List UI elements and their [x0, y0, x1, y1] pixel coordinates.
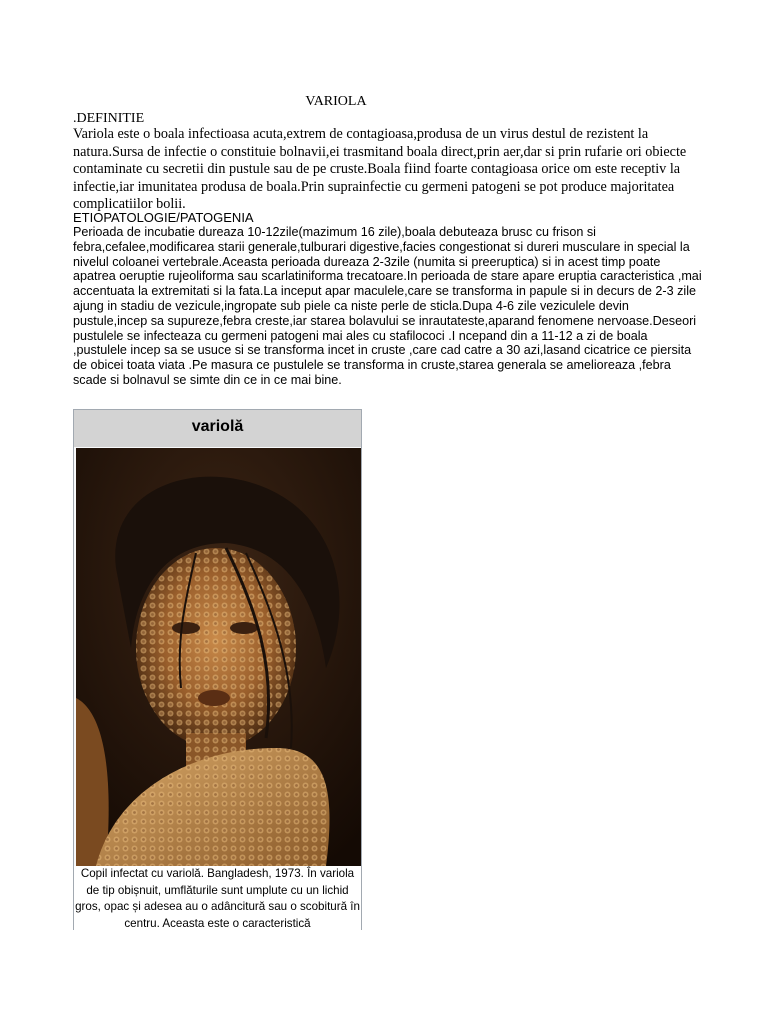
infobox-caption: Copil infectat cu variolă. Bangladesh, 1973. În variola de tip obișnuit, umflăturile sunt umplute cu un lichid gros, opac și adesea au o adâncitură sau o scobitură în centru. Aceasta este o caracteristică — [74, 866, 361, 930]
definitie-heading: .DEFINITIE — [73, 111, 145, 126]
infobox-title: variolă — [74, 410, 361, 447]
infobox — [73, 409, 362, 930]
infobox-photo — [76, 448, 362, 866]
etiopatologie-paragraph: Perioada de incubatie dureaza 10-12zile(mazimum 16 zile),boala debuteaza brusc cu frison si febra,cefalee,modificarea starii generale,tulburari digestive,facies congestionat si dureri musculare in special la nivelul coloanei vertebrale.Aceasta perioada dureaza 2-3zile (numita si preeruptica) si in acest timp poate apatrea oeruptie rujeoliforma sau scarlatiniforma trecatoare.In perioada de stare apare eruptia caracteristica ,mai accentuata la extremitati si la fata.La inceput apar maculele,care se transforma in papule si in decurs de 2-3 zile ajung in stadiu de vezicule,ingropate sub piele ca niste perle de sticla.Dupa 4-6 zile veziculele devin pustule,incep sa supureze,febra creste,iar starea bolavului se inrautateste,aparand fenomene nervoase.Deseori pustulele se infecteaza cu germeni patogeni mai ales cu stafilococi .I ncepand din a 11-12 a zi de boala ,pustulele incep sa se usuce si se transforma incet in cruste ,care cad catre a 30 azi,lasand cicatrice ce piersita de obicei toata viata .Pe masura ce pustulele se transforma in cruste,starea generala se amelioreaza ,febra scade si bolnavul se simte din ce in ce mai bine. — [73, 225, 702, 387]
definitie-paragraph: Variola este o boala infectioasa acuta,extrem de contagioasa,produsa de un virus destul de rezistent la natura.Sursa de infectie o constituie bolnavii,ei trasmitand boala direct,prin aer,dar si prin rufarie ori obiecte contaminate cu secretii din pustule sau de pe cruste.Boala fiind foarte contagioasa orice om este receptiv la infectie,iar imunitatea produsa de boala.Prin suprainfectie cu germeni patogeni se pot produce majoritatea complicatiilor bolii. — [73, 126, 687, 213]
etiopatologie-heading: ETIOPATOLOGIE/PATOGENIA — [73, 210, 254, 225]
page-title: VARIOLA — [305, 94, 367, 109]
